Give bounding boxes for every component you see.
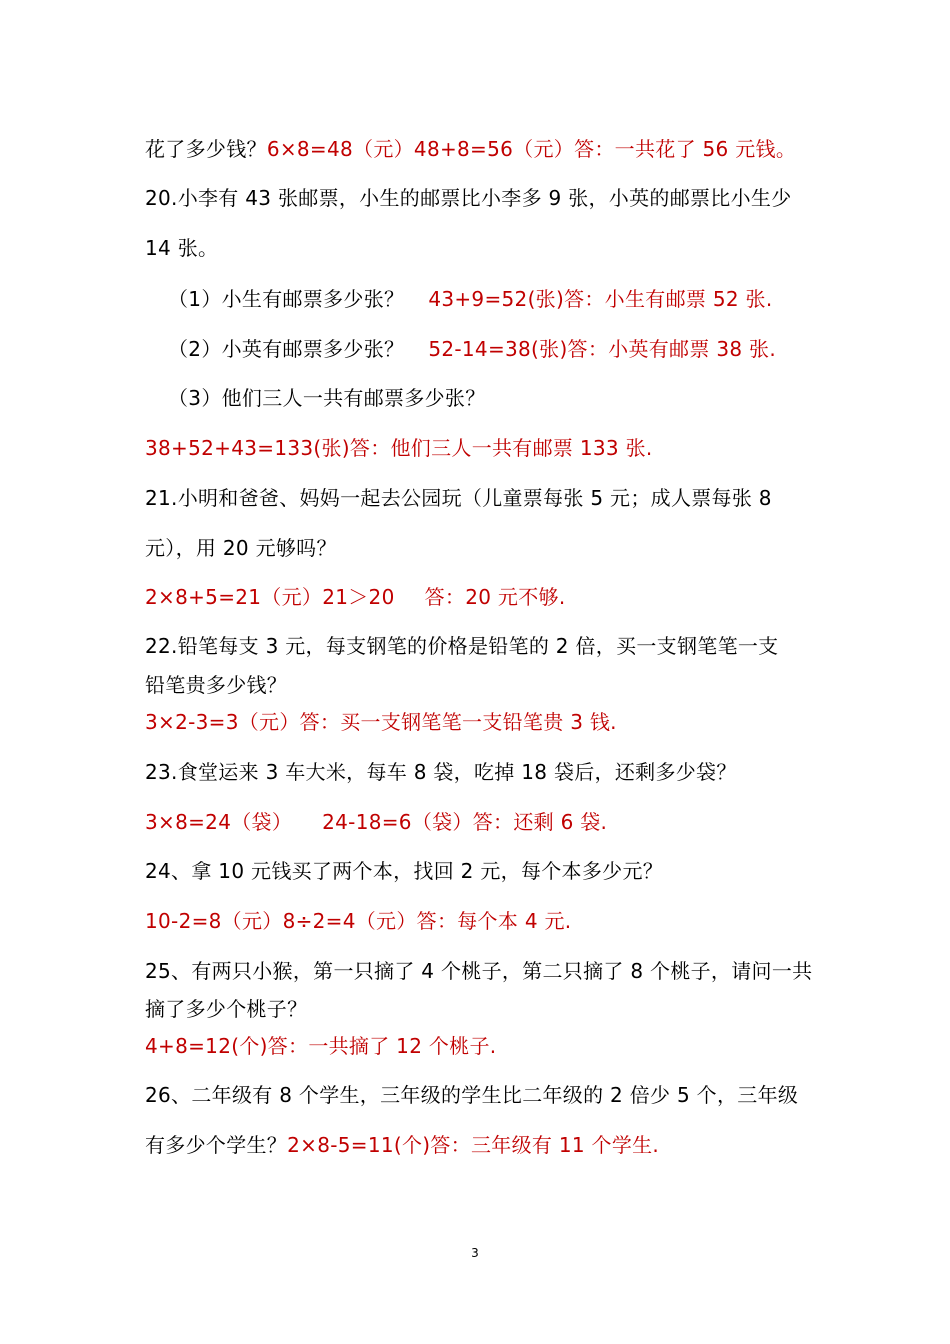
- question-text: 23.食堂运来 3 车大米，每车 8 袋，吃掉 18 袋后，还剩多少袋？: [145, 760, 737, 784]
- problem-22-question-cont: [145, 672, 817, 698]
- line-19-question-end: [145, 136, 817, 162]
- answer-text: 2×8-5=11(个)答：三年级有 11 个学生.: [287, 1133, 660, 1157]
- answer-text: 52-14=38(张)答：小英有邮票 38 张.: [428, 337, 776, 361]
- problem-24-answer: [145, 908, 817, 934]
- answer-text: 38+52+43=133(张)答：他们三人一共有邮票 133 张.: [145, 436, 653, 460]
- question-text: （2）小英有邮票多少张？: [168, 337, 405, 361]
- problem-23-question: [145, 759, 817, 785]
- answer-text: 4+8=12(个)答：一共摘了 12 个桃子.: [145, 1034, 497, 1058]
- question-text: 21.小明和爸爸、妈妈一起去公园玩（儿童票每张 5 元；成人票每张 8: [145, 486, 772, 510]
- answer-text: 24-18=6（袋）答：还剩 6 袋.: [322, 810, 608, 834]
- question-text: 22.铅笔每支 3 元，每支钢笔的价格是铅笔的 2 倍，买一支钢笔笔一支: [145, 634, 779, 658]
- answer-text: 3×8=24（袋）: [145, 810, 293, 834]
- problem-20-part-3-answer: [145, 435, 817, 461]
- page-number: 3: [471, 1246, 479, 1260]
- problem-20-question-cont: [145, 235, 817, 261]
- question-text: 25、有两只小猴，第一只摘了 4 个桃子，第二只摘了 8 个桃子，请问一共: [145, 959, 813, 983]
- problem-22-question: [145, 633, 817, 659]
- problem-26-question: [145, 1082, 817, 1108]
- answer-text: 答：20 元不够.: [424, 585, 566, 609]
- question-text: 元），用 20 元够吗？: [145, 536, 337, 560]
- problem-22-answer: [145, 709, 817, 735]
- problem-21-question: [145, 485, 817, 511]
- problem-21-answer: [145, 584, 817, 610]
- question-text: 摘了多少个桃子？: [145, 997, 308, 1021]
- question-text: 26、二年级有 8 个学生，三年级的学生比二年级的 2 倍少 5 个，三年级: [145, 1083, 799, 1107]
- question-text: （1）小生有邮票多少张？: [168, 287, 405, 311]
- question-text: 24、拿 10 元钱买了两个本，找回 2 元，每个本多少元？: [145, 859, 664, 883]
- problem-23-answer: [145, 809, 817, 835]
- question-text: 14 张。: [145, 236, 219, 260]
- answer-text: 43+9=52(张)答：小生有邮票 52 张.: [428, 287, 773, 311]
- question-text: 20.小李有 43 张邮票，小生的邮票比小李多 9 张，小英的邮票比小生少: [145, 186, 792, 210]
- problem-20-part-3: [168, 385, 840, 411]
- problem-26-question-cont: [145, 1132, 817, 1158]
- problem-20-part-1: [168, 286, 840, 312]
- question-text: （3）他们三人一共有邮票多少张？: [168, 386, 486, 410]
- answer-text: 3×2-3=3（元）答：买一支钢笔笔一支铅笔贵 3 钱.: [145, 710, 617, 734]
- problem-25-question-cont: [145, 996, 817, 1022]
- problem-25-question: [145, 958, 817, 984]
- problem-20-part-2: [168, 336, 840, 362]
- question-text: 有多少个学生？: [145, 1133, 288, 1157]
- answer-text: 10-2=8（元）8÷2=4（元）答：每个本 4 元.: [145, 909, 572, 933]
- question-text: 花了多少钱？: [145, 137, 267, 161]
- problem-21-question-cont: [145, 535, 817, 561]
- answer-text: 2×8+5=21（元）21＞20: [145, 585, 395, 609]
- problem-20-question: [145, 185, 817, 211]
- problem-25-answer: [145, 1033, 817, 1059]
- answer-text: 6×8=48（元）48+8=56（元）答：一共花了 56 元钱。: [266, 137, 797, 161]
- question-text: 铅笔贵多少钱？: [145, 673, 288, 697]
- problem-24-question: [145, 858, 817, 884]
